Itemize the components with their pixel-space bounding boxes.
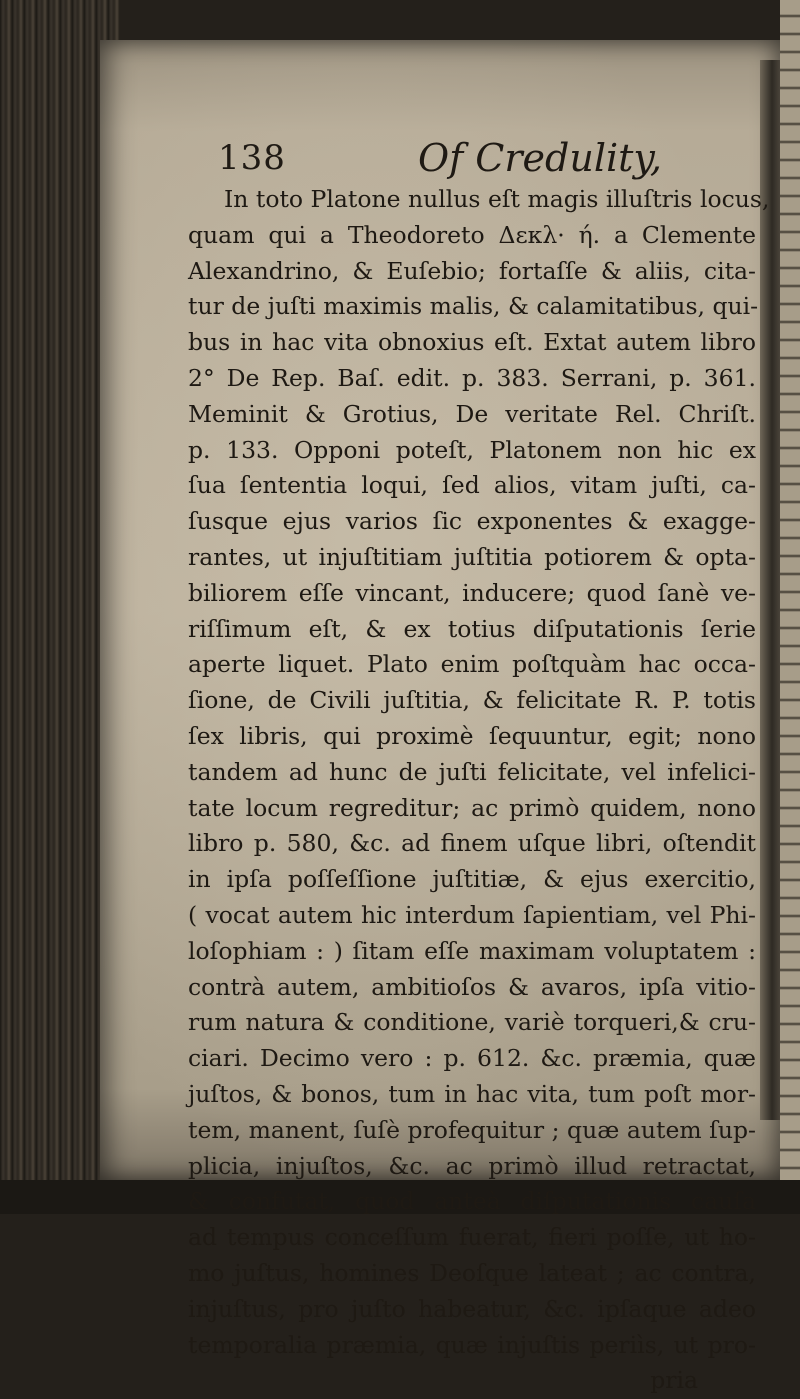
text-line: aperte liquet. Plato enim poſtquàm hac occa- xyxy=(188,650,756,679)
text-line: rum natura & conditione, variè torqueri,& cru- xyxy=(188,1008,756,1037)
text-line: ſione, de Civili juſtitia, & felicitate R. P. totis xyxy=(188,686,756,715)
text-line: in ipſa poſſeſſione juſtitiæ, & ejus exercitio, xyxy=(188,865,756,894)
text-line: rantes, ut injuſtitiam juſtitia potiorem & opta- xyxy=(188,542,756,571)
text-line: biliorem eſſe vincant, inducere; quod ſanè ve- xyxy=(188,578,756,607)
text-line: tur de juſti maximis malis, & calamitatibus, qui- xyxy=(188,292,759,321)
text-line: plicia, injuſtos, &c. ac primò illud retractat, xyxy=(188,1151,756,1180)
text-line: tate locum regreditur; ac primò quidem, nono xyxy=(188,793,756,822)
text-line: ( vocat autem hic interdum ſapientiam, vel Phi- xyxy=(188,900,756,929)
text-line: bus in hac vita obnoxius eſt. Extat autem libro xyxy=(188,328,756,357)
text-line: ſex libris, qui proximè ſequuntur, egit; nono xyxy=(188,721,756,750)
text-line: ſusque ejus varios ſic exponentes & exagge- xyxy=(188,507,756,536)
text-line: injuſtus, pro juſto habeatur, &c. ipſaque adeo xyxy=(188,1294,756,1323)
text-line: contrà autem, ambitioſos & avaros, ipſa vitio- xyxy=(188,972,756,1001)
book-gutter xyxy=(760,60,780,1120)
page-number: 138 xyxy=(218,138,286,178)
text-line: p. 133. Opponi poteſt, Platonem non hic ex xyxy=(188,435,756,464)
text-line: & confutat, quod anteà diſputationis cauſa xyxy=(188,1187,756,1216)
text-line: juſtos, & bonos, tum in hac vita, tum poſt mor- xyxy=(188,1079,756,1108)
text-line: ciari. Decimo vero : p. 612. &c. præmia, quæ xyxy=(188,1044,756,1073)
running-head: Of Credulity, xyxy=(418,136,662,180)
text-line: riſſimum eſt, & ex totius diſputationis ſerie xyxy=(188,614,756,643)
text-line: temporalia præmia, quæ injuſtis periìs, ut pro- xyxy=(188,1330,756,1359)
catchword: pria xyxy=(650,1366,698,1395)
text-line: ſua ſententia loqui, ſed alios, vitam juſti, ca- xyxy=(188,471,756,500)
body-text xyxy=(188,182,770,1399)
text-line: In toto Platone nullus eſt magis illuſtris locus, xyxy=(224,185,770,213)
text-line: Meminit & Grotius, De veritate Rel. Chriſt. xyxy=(188,399,756,428)
text-line: 2° De Rep. Baſ. edit. p. 383. Serrani, p. 361. xyxy=(188,363,756,392)
text-line: loſophiam : ) ſitam eſſe maximam voluptatem : xyxy=(188,936,756,965)
text-line: tandem ad hunc de juſti felicitate, vel infelici- xyxy=(188,757,756,786)
page-header xyxy=(218,128,758,188)
text-line: libro p. 580, &c. ad finem uſque libri, oſtendit xyxy=(188,829,756,858)
text-line: ad tempus conceſſum fuerat, fieri poſſe, ut ho- xyxy=(188,1223,756,1252)
facing-page-edge xyxy=(780,0,800,1214)
text-line: Alexandrino, & Euſebio; fortaſſe & aliis, cita- xyxy=(188,256,756,285)
text-line: quam qui a Theodoreto Δεκλ· ή. a Clemente xyxy=(188,220,756,249)
text-line: tem, manent, ſuſè profequitur ; quæ autem ſup- xyxy=(188,1115,756,1144)
text-line: mo juſtus, homines Deoſque lateat ; ac contra, xyxy=(188,1258,756,1287)
